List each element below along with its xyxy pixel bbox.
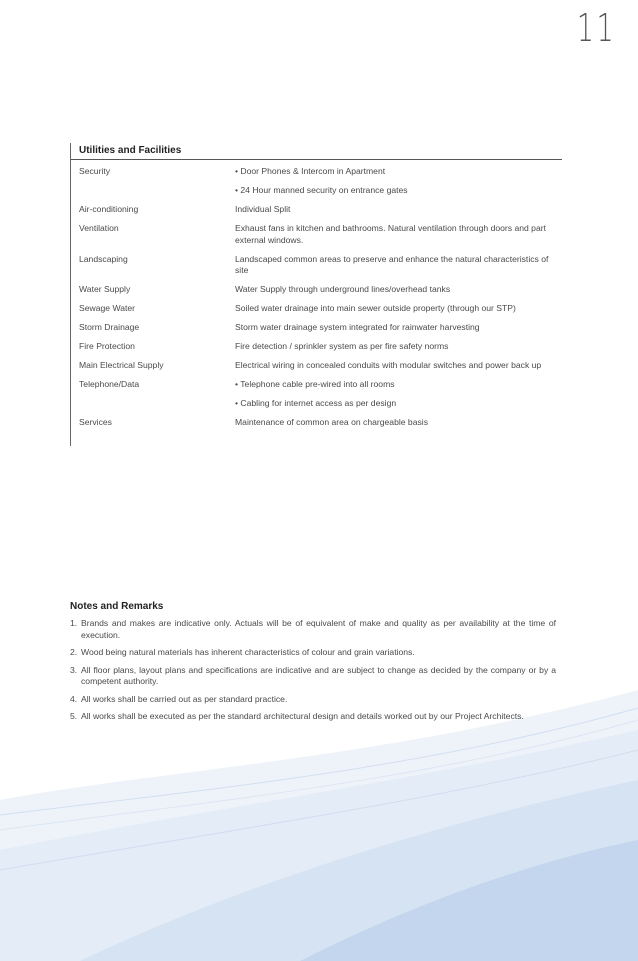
spec-label: Storm Drainage [79, 322, 140, 332]
note-number: 2. [70, 647, 78, 657]
spec-label: Landscaping [79, 253, 128, 264]
note-text: All works shall be executed as per the standard architectural design and details worked out by our Project Architects. [81, 711, 524, 721]
spec-value-line: Storm water drainage system integrated for rainwater harvesting [235, 322, 480, 332]
spec-value [235, 166, 553, 204]
section-rule-vertical [70, 143, 71, 446]
spec-label: Water Supply [79, 284, 131, 294]
spec-row [70, 284, 562, 303]
spec-row [70, 379, 562, 417]
spec-value-line: Exhaust fans in kitchen and bathrooms. Natural ventilation through doors and part external windows. [235, 223, 546, 245]
note-number: 3. [70, 664, 78, 675]
section-title: Utilities and Facilities [70, 143, 562, 160]
note-item [70, 711, 556, 723]
spec-value [235, 284, 553, 303]
spec-row [70, 417, 562, 436]
spec-value [235, 303, 553, 322]
spec-label: Ventilation [79, 223, 119, 233]
spec-value-line: • Door Phones & Intercom in Apartment [235, 166, 386, 176]
spec-row [70, 341, 562, 360]
note-number: 4. [70, 693, 78, 704]
spec-value-line: Landscaped common areas to preserve and enhance the natural characteristics of site [235, 253, 549, 275]
spec-label: Sewage Water [79, 303, 136, 313]
spec-value-line: Fire detection / sprinkler system as per fire safety norms [235, 341, 449, 351]
spec-value [235, 254, 553, 285]
spec-label: Services [79, 417, 112, 427]
spec-value-line: • Cabling for internet access as per design [235, 398, 397, 408]
spec-value-line: • 24 Hour manned security on entrance gates [235, 185, 408, 195]
spec-value [235, 360, 553, 379]
spec-table [70, 160, 562, 436]
spec-value-line: • Telephone cable pre-wired into all rooms [235, 379, 395, 389]
note-number: 5. [70, 711, 78, 721]
note-item [70, 647, 556, 659]
spec-row [70, 303, 562, 322]
note-item [70, 694, 556, 706]
spec-value [235, 204, 553, 223]
spec-value-line: Electrical wiring in concealed conduits with modular switches and power back up [235, 360, 542, 370]
note-item [70, 618, 556, 641]
note-number: 1. [70, 618, 78, 628]
spec-row [70, 360, 562, 379]
utilities-section [70, 143, 562, 436]
spec-row [70, 254, 562, 285]
spec-label: Security [79, 166, 111, 176]
note-text: All works shall be carried out as per standard practice. [81, 693, 288, 704]
spec-row [70, 166, 562, 204]
spec-label: Air-conditioning [79, 204, 139, 214]
notes-section [70, 601, 556, 729]
notes-list [70, 618, 556, 723]
note-text: Wood being natural materials has inherent characteristics of colour and grain variations. [81, 647, 415, 657]
note-text: Brands and makes are indicative only. Actuals will be of equivalent of make and quality as per availability at the time of execution. [81, 618, 556, 640]
spec-value-line: Water Supply through underground lines/overhead tanks [235, 284, 451, 294]
spec-value [235, 223, 553, 254]
spec-value-line: Individual Split [235, 204, 291, 214]
note-item [70, 665, 556, 688]
spec-row [70, 322, 562, 341]
note-text: All floor plans, layout plans and specifications are indicative and are subject to change as decided by the company or by a competent authority. [81, 664, 556, 686]
page-number: 11 [576, 6, 616, 50]
spec-value [235, 322, 553, 341]
spec-value-line: Maintenance of common area on chargeable basis [235, 417, 428, 427]
spec-value [235, 417, 553, 436]
notes-title: Notes and Remarks [70, 601, 164, 612]
spec-value-line: Soiled water drainage into main sewer outside property (through our STP) [235, 303, 516, 313]
spec-value [235, 379, 553, 417]
spec-row [70, 223, 562, 254]
spec-value [235, 341, 553, 360]
spec-label: Telephone/Data [79, 379, 140, 389]
spec-label: Fire Protection [79, 341, 135, 351]
spec-label: Main Electrical Supply [79, 360, 164, 370]
spec-row [70, 204, 562, 223]
